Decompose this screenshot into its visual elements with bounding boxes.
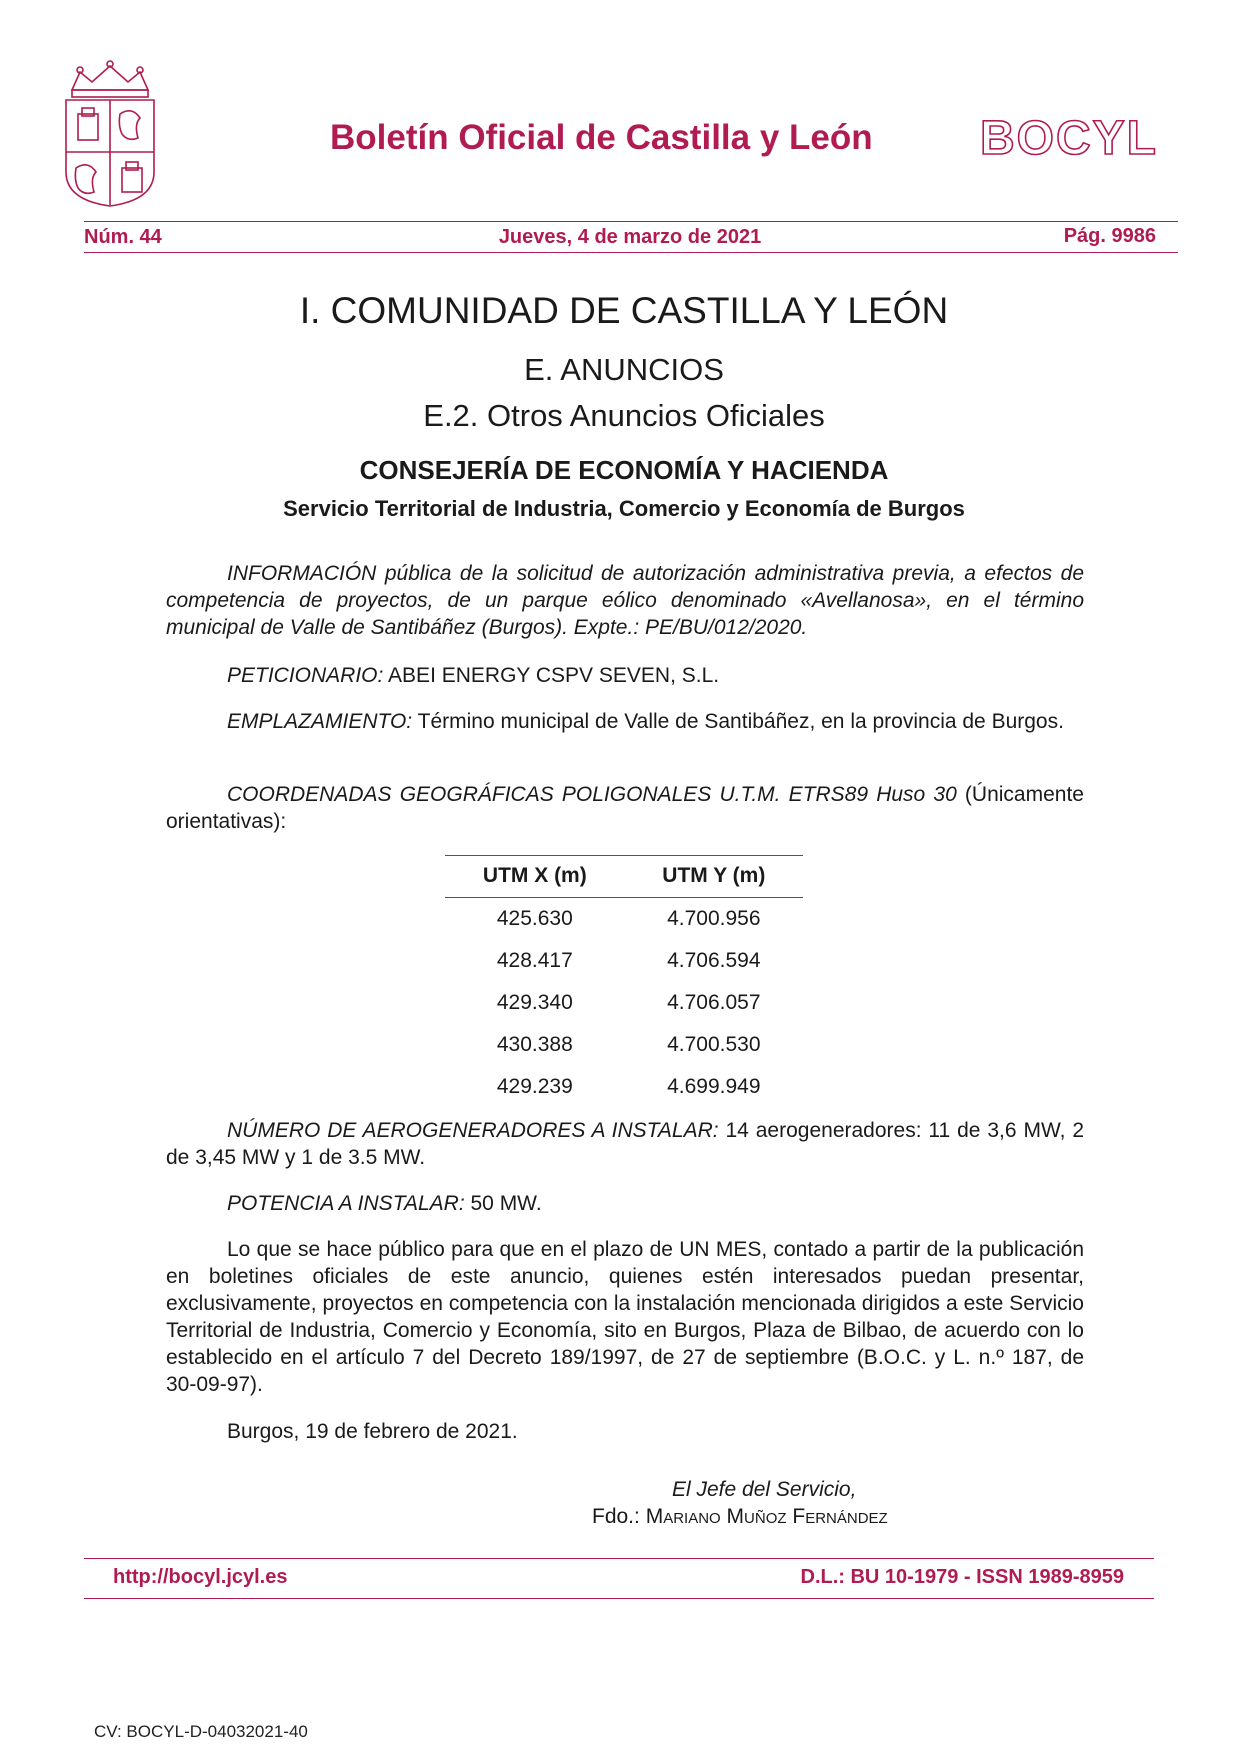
table-row: [445, 982, 803, 1024]
table-cell: 4.700.530: [667, 1033, 761, 1056]
turbines-value: 14 aerogeneradores: 11 de 3,6 MW, 2 de 3,45 MW y 1 de 3.5 MW.: [166, 1119, 1085, 1169]
footer-url-link[interactable]: http://bocyl.jcyl.es: [113, 1566, 288, 1588]
footer-legal: D.L.: BU 10-1979 - ISSN 1989-8959: [800, 1566, 1124, 1588]
coordinates-table: [445, 855, 803, 1108]
table-cell: 428.417: [496, 949, 573, 972]
turbines-label: NÚMERO DE AEROGENERADORES A INSTALAR:: [227, 1119, 719, 1142]
petitioner-value: ABEI ENERGY CSPV SEVEN, S.L.: [388, 664, 720, 687]
footer-rule-bottom: [84, 1598, 1154, 1599]
coords-label: COORDENADAS GEOGRÁFICAS POLIGONALES U.T.M. ETRS89 Huso 30: [227, 783, 957, 806]
table-row: [445, 898, 803, 941]
table-header-y: UTM Y (m): [625, 855, 803, 898]
table-cell: 4.706.594: [667, 949, 761, 972]
table-header-row: [445, 855, 803, 898]
petitioner-label: PETICIONARIO:: [227, 664, 384, 687]
signature-title: El Jefe del Servicio,: [672, 1478, 857, 1501]
location-value: Término municipal de Valle de Santibáñez, en la provincia de Burgos.: [417, 710, 1064, 733]
page-number: Pág. 9986: [1063, 225, 1156, 247]
table-row: [445, 940, 803, 982]
coords-note: (Únicamente orientativas):: [166, 783, 1084, 833]
place-date: Burgos, 19 de febrero de 2021.: [227, 1420, 518, 1443]
power-paragraph: [166, 1190, 1084, 1217]
table-cell: 429.239: [496, 1075, 573, 1098]
bulletin-title: Boletín Oficial de Castilla y León: [330, 118, 873, 157]
footer-rule-top: [84, 1558, 1154, 1559]
service-title: Servicio Territorial de Industria, Comercio y Economía de Burgos: [283, 496, 965, 521]
cv-code: CV: BOCYL-D-04032021-40: [94, 1722, 308, 1741]
header-rule-bottom: [84, 252, 1178, 253]
coat-of-arms-icon: [58, 60, 162, 210]
coords-paragraph: [166, 781, 1084, 835]
table-cell: 4.700.956: [667, 907, 761, 930]
bocyl-logo: [980, 112, 1180, 162]
section-title: I. COMUNIDAD DE CASTILLA Y LEÓN: [299, 290, 949, 331]
issue-date: Jueves, 4 de marzo de 2021: [498, 226, 762, 248]
subsection-title: E. ANUNCIOS: [524, 352, 724, 387]
table-header-x: UTM X (m): [445, 855, 625, 898]
signature-name: Mariano Muñoz Fernández: [645, 1505, 888, 1528]
location-paragraph: [166, 708, 1084, 735]
turbines-paragraph: [166, 1117, 1084, 1171]
power-value: 50 MW.: [470, 1192, 542, 1215]
info-paragraph: INFORMACIÓN pública de la solicitud de autorización administrativa previa, a efectos de competencia de proyectos, de un parque eólico denominado «Avellanosa», en el término municipal de Valle de Santibáñez (Burgos). Expte.: PE/BU/012/2020.: [166, 562, 1084, 639]
table-top-rule: [445, 855, 803, 856]
notice-paragraph: Lo que se hace público para que en el plazo de UN MES, contado a partir de la publicación en boletines oficiales de este anuncio, quienes estén interesados puedan presentar, exclusivamente, proyectos en competencia con la instalación mencionada dirigidos a este Servicio Territorial de Industria, Comercio y Economía, sito en Burgos, Plaza de Bilbao, de acuerdo con lo establecido en el artículo 7 del Decreto 189/1997, de 27 de septiembre (B.O.C. y L. n.º 187, de 30-09-97).: [166, 1238, 1084, 1396]
subsubsection-title: E.2. Otros Anuncios Oficiales: [423, 398, 825, 433]
power-label: POTENCIA A INSTALAR:: [227, 1192, 465, 1215]
table-cell: 4.699.949: [667, 1075, 761, 1098]
table-row: [445, 1066, 803, 1108]
svg-text:BOCYL: BOCYL: [980, 112, 1158, 162]
table-cell: 4.706.057: [667, 991, 761, 1014]
signature-line: [592, 1505, 888, 1529]
table-cell: 429.340: [496, 991, 573, 1014]
table-row: [445, 1024, 803, 1066]
petitioner-paragraph: [166, 662, 1084, 689]
table-cell: 425.630: [496, 907, 573, 930]
department-title: CONSEJERÍA DE ECONOMÍA Y HACIENDA: [359, 455, 889, 485]
issue-number: Núm. 44: [84, 226, 162, 248]
signature-prefix: Fdo.:: [592, 1505, 640, 1528]
location-label: EMPLAZAMIENTO:: [227, 710, 413, 733]
header-rule-top: [84, 221, 1178, 222]
table-cell: 430.388: [496, 1033, 573, 1056]
